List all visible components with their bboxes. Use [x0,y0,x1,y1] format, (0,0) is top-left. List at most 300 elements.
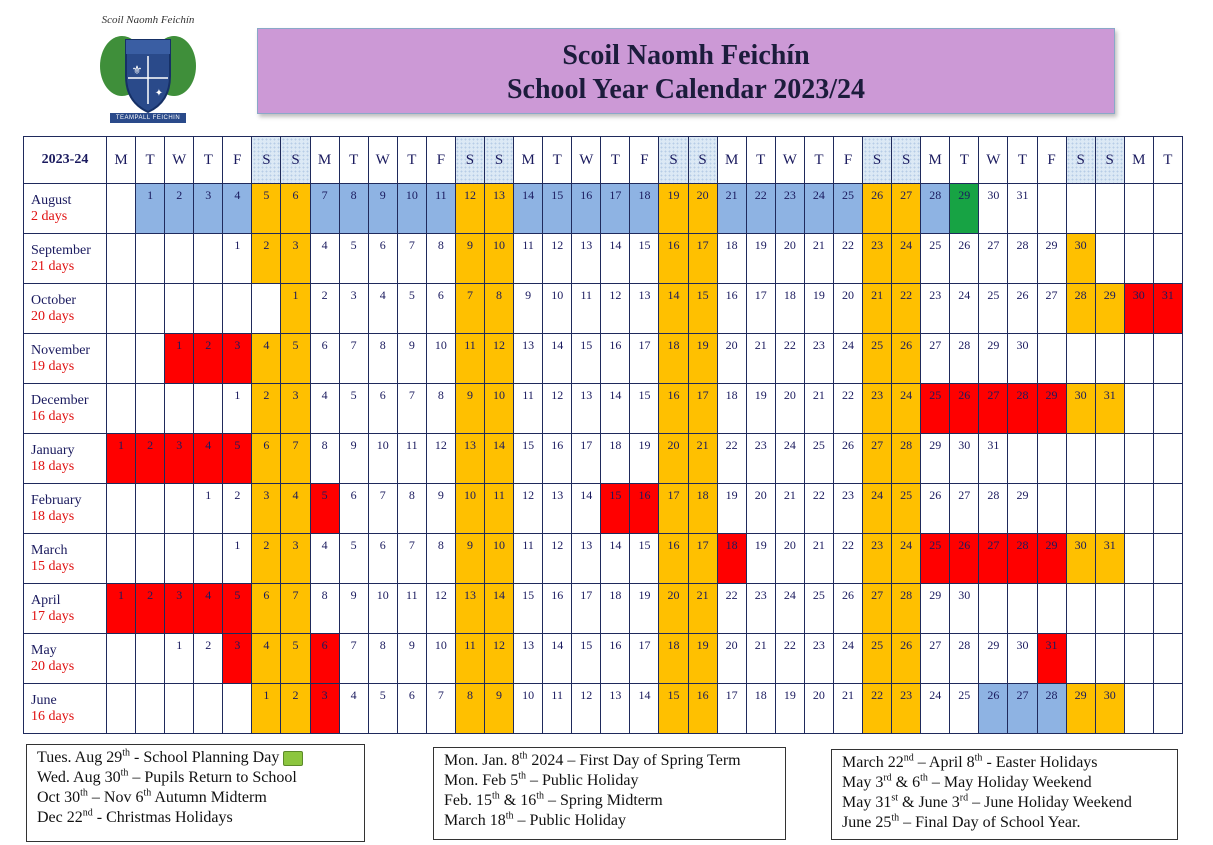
day-cell [979,584,1008,634]
legend-line [444,751,775,771]
day-cell [1124,234,1153,284]
day-cell: 27 [979,234,1008,284]
legend-text-part: & June 3 [898,794,960,811]
day-cell: 25 [804,584,833,634]
day-cell [1153,384,1182,434]
day-cell [1153,534,1182,584]
month-name: June [31,692,57,708]
day-cell: 17 [717,684,746,734]
day-cell: 8 [368,634,397,684]
day-cell: 17 [688,234,717,284]
legend-text-part: March 22 [842,754,904,771]
calendar-title-banner [257,28,1115,114]
day-cell: 17 [688,384,717,434]
day-cell [1124,584,1153,634]
day-cell [1124,334,1153,384]
day-cell: 14 [543,334,572,384]
logo-motto: TEAMPALL FEICHIN [110,113,186,123]
day-cell: 22 [775,634,804,684]
day-cell: 9 [426,484,455,534]
day-cell: 1 [281,284,310,334]
weekday-header: T [1153,137,1182,184]
day-cell: 12 [543,234,572,284]
day-cell: 5 [339,534,368,584]
month-row [24,684,1183,734]
legend-line [444,811,775,831]
day-cell: 30 [950,434,979,484]
svg-text:⚜: ⚜ [131,63,143,77]
month-name: November [31,342,91,358]
legend-text-part: Tues. Aug 29 [37,749,123,766]
day-cell: 15 [688,284,717,334]
day-cell [1008,434,1037,484]
day-cell: 29 [1008,484,1037,534]
day-cell: 25 [979,284,1008,334]
day-cell: 20 [659,434,688,484]
weekday-header: T [804,137,833,184]
day-cell: 16 [659,234,688,284]
month-name: December [31,392,89,408]
weekday-header: T [543,137,572,184]
day-cell [165,534,194,584]
month-row [24,534,1183,584]
day-cell: 19 [688,334,717,384]
day-cell [194,684,223,734]
day-cell: 24 [775,584,804,634]
day-cell: 11 [572,284,601,334]
day-cell: 12 [426,584,455,634]
day-cell [136,534,165,584]
weekday-header: T [950,137,979,184]
day-cell: 21 [746,334,775,384]
day-cell: 19 [630,434,659,484]
weekday-header: T [601,137,630,184]
weekday-header: F [833,137,862,184]
day-cell: 10 [485,534,514,584]
legend-line [842,753,1167,773]
day-cell [194,284,223,334]
day-cell: 24 [892,234,921,284]
weekday-header: S [485,137,514,184]
school-days-count: 20 days [31,658,75,674]
day-cell: 17 [630,334,659,384]
weekday-header: M [921,137,950,184]
weekday-header: W [368,137,397,184]
legend-text-part: Mon. Feb 5 [444,772,519,789]
day-cell: 20 [804,684,833,734]
day-cell: 5 [397,284,426,334]
day-cell: 18 [717,384,746,434]
day-cell: 6 [252,434,281,484]
day-cell [194,534,223,584]
day-cell: 26 [950,234,979,284]
month-label-cell [24,184,107,234]
legend-text-part: Dec 22 [37,809,83,826]
day-cell: 25 [892,484,921,534]
day-cell: 25 [863,634,892,684]
day-cell [252,284,281,334]
day-cell [165,234,194,284]
day-cell: 23 [863,534,892,584]
day-cell: 6 [368,384,397,434]
month-name: September [31,242,91,258]
day-cell: 8 [426,234,455,284]
day-cell: 16 [543,584,572,634]
weekday-header: W [165,137,194,184]
day-cell: 18 [601,434,630,484]
day-cell: 14 [514,184,543,234]
day-cell: 23 [804,634,833,684]
day-cell [107,484,136,534]
day-cell: 28 [1008,384,1037,434]
day-cell: 11 [514,234,543,284]
day-cell: 5 [339,384,368,434]
legend-text-part: th [80,787,88,799]
day-cell: 2 [194,634,223,684]
day-cell: 22 [863,684,892,734]
day-cell [1124,534,1153,584]
day-cell: 9 [455,384,484,434]
day-cell: 15 [543,184,572,234]
day-cell: 3 [223,634,252,684]
day-cell [136,234,165,284]
legend-text-part: & 6 [891,774,921,791]
day-cell: 21 [746,634,775,684]
day-cell: 21 [863,284,892,334]
day-cell: 26 [921,484,950,534]
day-cell [1095,434,1124,484]
day-cell [1124,484,1153,534]
day-cell: 3 [310,684,339,734]
day-cell: 1 [107,434,136,484]
legend-box-left [26,744,365,842]
legend-text-part: nd [82,807,93,819]
day-cell: 25 [833,184,862,234]
day-cell: 6 [426,284,455,334]
day-cell: 22 [775,334,804,384]
day-cell: 5 [223,584,252,634]
day-cell: 15 [514,434,543,484]
day-cell: 10 [426,634,455,684]
day-cell: 19 [659,184,688,234]
day-cell: 14 [601,234,630,284]
day-cell: 15 [572,634,601,684]
day-cell [223,684,252,734]
day-cell: 14 [485,434,514,484]
day-cell: 20 [717,334,746,384]
day-cell [1095,234,1124,284]
day-cell: 4 [281,484,310,534]
day-cell: 26 [863,184,892,234]
legend-text-part: th [122,747,130,759]
day-cell: 29 [950,184,979,234]
legend-text-part: – Public Holiday [526,772,639,789]
day-cell [1124,184,1153,234]
day-cell: 11 [485,484,514,534]
day-cell [1153,334,1182,384]
legend-text-part: th [518,770,527,782]
day-cell: 31 [1153,284,1182,334]
legend-box-middle [433,747,786,840]
day-cell: 27 [921,634,950,684]
weekday-header: T [194,137,223,184]
day-cell: 6 [310,634,339,684]
school-days-count: 18 days [31,458,75,474]
day-cell: 23 [746,434,775,484]
day-cell: 3 [165,584,194,634]
day-cell [1153,184,1182,234]
day-cell: 23 [804,334,833,384]
day-cell [194,384,223,434]
day-cell: 26 [833,434,862,484]
day-cell: 13 [455,584,484,634]
day-cell: 15 [514,584,543,634]
day-cell: 24 [833,334,862,384]
day-cell [107,634,136,684]
legend-text-part: Autumn Midterm [151,789,267,806]
weekday-header: F [630,137,659,184]
day-cell: 4 [252,634,281,684]
day-cell: 11 [514,384,543,434]
day-cell: 6 [281,184,310,234]
day-cell: 31 [1037,634,1066,684]
day-cell [165,384,194,434]
month-row [24,334,1183,384]
day-cell: 14 [485,584,514,634]
day-cell [194,234,223,284]
day-cell: 7 [281,434,310,484]
day-cell: 20 [746,484,775,534]
day-cell [1095,484,1124,534]
school-days-count: 16 days [31,708,75,724]
planning-day-marker-icon [283,751,303,766]
day-cell: 6 [339,484,368,534]
month-row [24,234,1183,284]
day-cell: 23 [775,184,804,234]
day-cell: 8 [455,684,484,734]
day-cell: 16 [601,334,630,384]
day-cell [136,684,165,734]
month-label-cell [24,334,107,384]
weekday-header: T [397,137,426,184]
day-cell: 12 [601,284,630,334]
legend-line [37,768,354,788]
day-cell [1066,184,1095,234]
day-cell: 19 [746,234,775,284]
day-cell: 13 [572,534,601,584]
day-cell [1037,434,1066,484]
school-name-title: Scoil Naomh Feichín [562,40,810,71]
day-cell: 19 [746,384,775,434]
day-cell: 1 [223,234,252,284]
day-cell: 12 [455,184,484,234]
day-cell: 26 [892,334,921,384]
day-cell: 30 [1066,234,1095,284]
day-cell: 24 [804,184,833,234]
weekday-header: S [1095,137,1124,184]
day-cell: 1 [223,384,252,434]
day-cell: 4 [310,534,339,584]
day-cell: 12 [543,534,572,584]
weekday-header: M [107,137,136,184]
day-cell: 28 [892,434,921,484]
legend-text-part: th [143,787,152,799]
day-cell: 28 [979,484,1008,534]
day-cell: 2 [252,534,281,584]
day-cell: 11 [514,534,543,584]
month-row [24,584,1183,634]
day-cell [1095,334,1124,384]
legend-text-part: Mon. Jan. 8 [444,752,520,769]
day-cell: 1 [107,584,136,634]
day-cell: 23 [863,384,892,434]
day-cell: 15 [601,484,630,534]
day-cell: 9 [368,184,397,234]
day-cell: 18 [717,534,746,584]
weekday-header: T [1008,137,1037,184]
month-row [24,184,1183,234]
day-cell: 9 [339,434,368,484]
day-cell: 2 [194,334,223,384]
weekday-header: S [892,137,921,184]
day-cell: 29 [921,584,950,634]
day-cell: 4 [339,684,368,734]
day-cell: 28 [1008,534,1037,584]
day-cell: 6 [368,234,397,284]
day-cell: 23 [892,684,921,734]
day-cell: 5 [252,184,281,234]
day-cell: 26 [979,684,1008,734]
day-cell: 16 [572,184,601,234]
legend-text-part: Oct 30 [37,789,81,806]
day-cell: 13 [601,684,630,734]
day-cell: 16 [659,384,688,434]
day-cell: 16 [630,484,659,534]
day-cell: 27 [892,184,921,234]
day-cell: 2 [136,584,165,634]
day-cell: 27 [979,384,1008,434]
day-cell [1124,434,1153,484]
day-cell: 10 [485,384,514,434]
day-cell: 20 [775,234,804,284]
school-crest-logo [92,14,204,126]
day-cell: 18 [688,484,717,534]
day-cell: 8 [310,434,339,484]
day-cell [1037,584,1066,634]
legend-text-part: nd [903,752,914,764]
legend-line [842,773,1167,793]
legend-box-right [831,749,1178,840]
legend-text-part: May 31 [842,794,892,811]
day-cell: 25 [921,234,950,284]
school-days-count: 2 days [31,208,68,224]
day-cell [1095,634,1124,684]
month-row [24,284,1183,334]
day-cell: 10 [368,434,397,484]
day-cell: 11 [426,184,455,234]
legend-text-part: st [891,792,898,804]
weekday-header: S [281,137,310,184]
day-cell: 15 [630,234,659,284]
weekday-header-row [24,137,1183,184]
day-cell: 26 [833,584,862,634]
day-cell [1124,384,1153,434]
school-days-count: 18 days [31,508,75,524]
day-cell: 31 [1095,534,1124,584]
day-cell: 7 [368,484,397,534]
calendar-grid [23,136,1183,734]
day-cell [1037,334,1066,384]
day-cell: 10 [397,184,426,234]
day-cell: 15 [572,334,601,384]
day-cell: 20 [775,384,804,434]
day-cell: 16 [601,634,630,684]
day-cell: 29 [1037,384,1066,434]
day-cell: 24 [921,684,950,734]
day-cell [107,534,136,584]
day-cell: 26 [950,534,979,584]
calendar-subtitle: School Year Calendar 2023/24 [506,74,866,105]
legend-text-part: – Spring Midterm [544,792,663,809]
legend-line [37,788,354,808]
month-name: October [31,292,77,308]
day-cell: 15 [630,534,659,584]
legend-text-part: – May Holiday Weekend [927,774,1092,791]
day-cell: 31 [1008,184,1037,234]
day-cell: 13 [514,634,543,684]
day-cell: 25 [921,534,950,584]
day-cell: 14 [572,484,601,534]
day-cell [136,384,165,434]
day-cell [1124,684,1153,734]
day-cell: 7 [426,684,455,734]
day-cell: 1 [165,334,194,384]
day-cell: 17 [688,534,717,584]
day-cell: 19 [717,484,746,534]
day-cell: 16 [688,684,717,734]
day-cell [107,184,136,234]
day-cell [1153,684,1182,734]
day-cell: 21 [717,184,746,234]
day-cell: 2 [310,284,339,334]
day-cell: 11 [397,584,426,634]
day-cell: 8 [310,584,339,634]
day-cell: 23 [921,284,950,334]
legend-text-part: - School Planning Day [130,749,280,766]
legend-text-part: th [536,790,545,802]
month-row [24,434,1183,484]
day-cell: 17 [572,434,601,484]
legend-text-part: th [505,810,514,822]
day-cell: 23 [863,234,892,284]
day-cell: 28 [950,634,979,684]
legend-text-part: March 18 [444,812,506,829]
day-cell: 6 [252,584,281,634]
day-cell [1153,634,1182,684]
month-row [24,384,1183,434]
school-days-count: 19 days [31,358,75,374]
legend-text-part: th [920,772,928,784]
day-cell: 1 [223,534,252,584]
month-name: April [31,592,61,608]
day-cell: 29 [979,634,1008,684]
weekday-header: S [252,137,281,184]
day-cell [165,684,194,734]
day-cell: 16 [659,534,688,584]
day-cell: 2 [223,484,252,534]
day-cell: 1 [165,634,194,684]
legend-line [444,771,775,791]
